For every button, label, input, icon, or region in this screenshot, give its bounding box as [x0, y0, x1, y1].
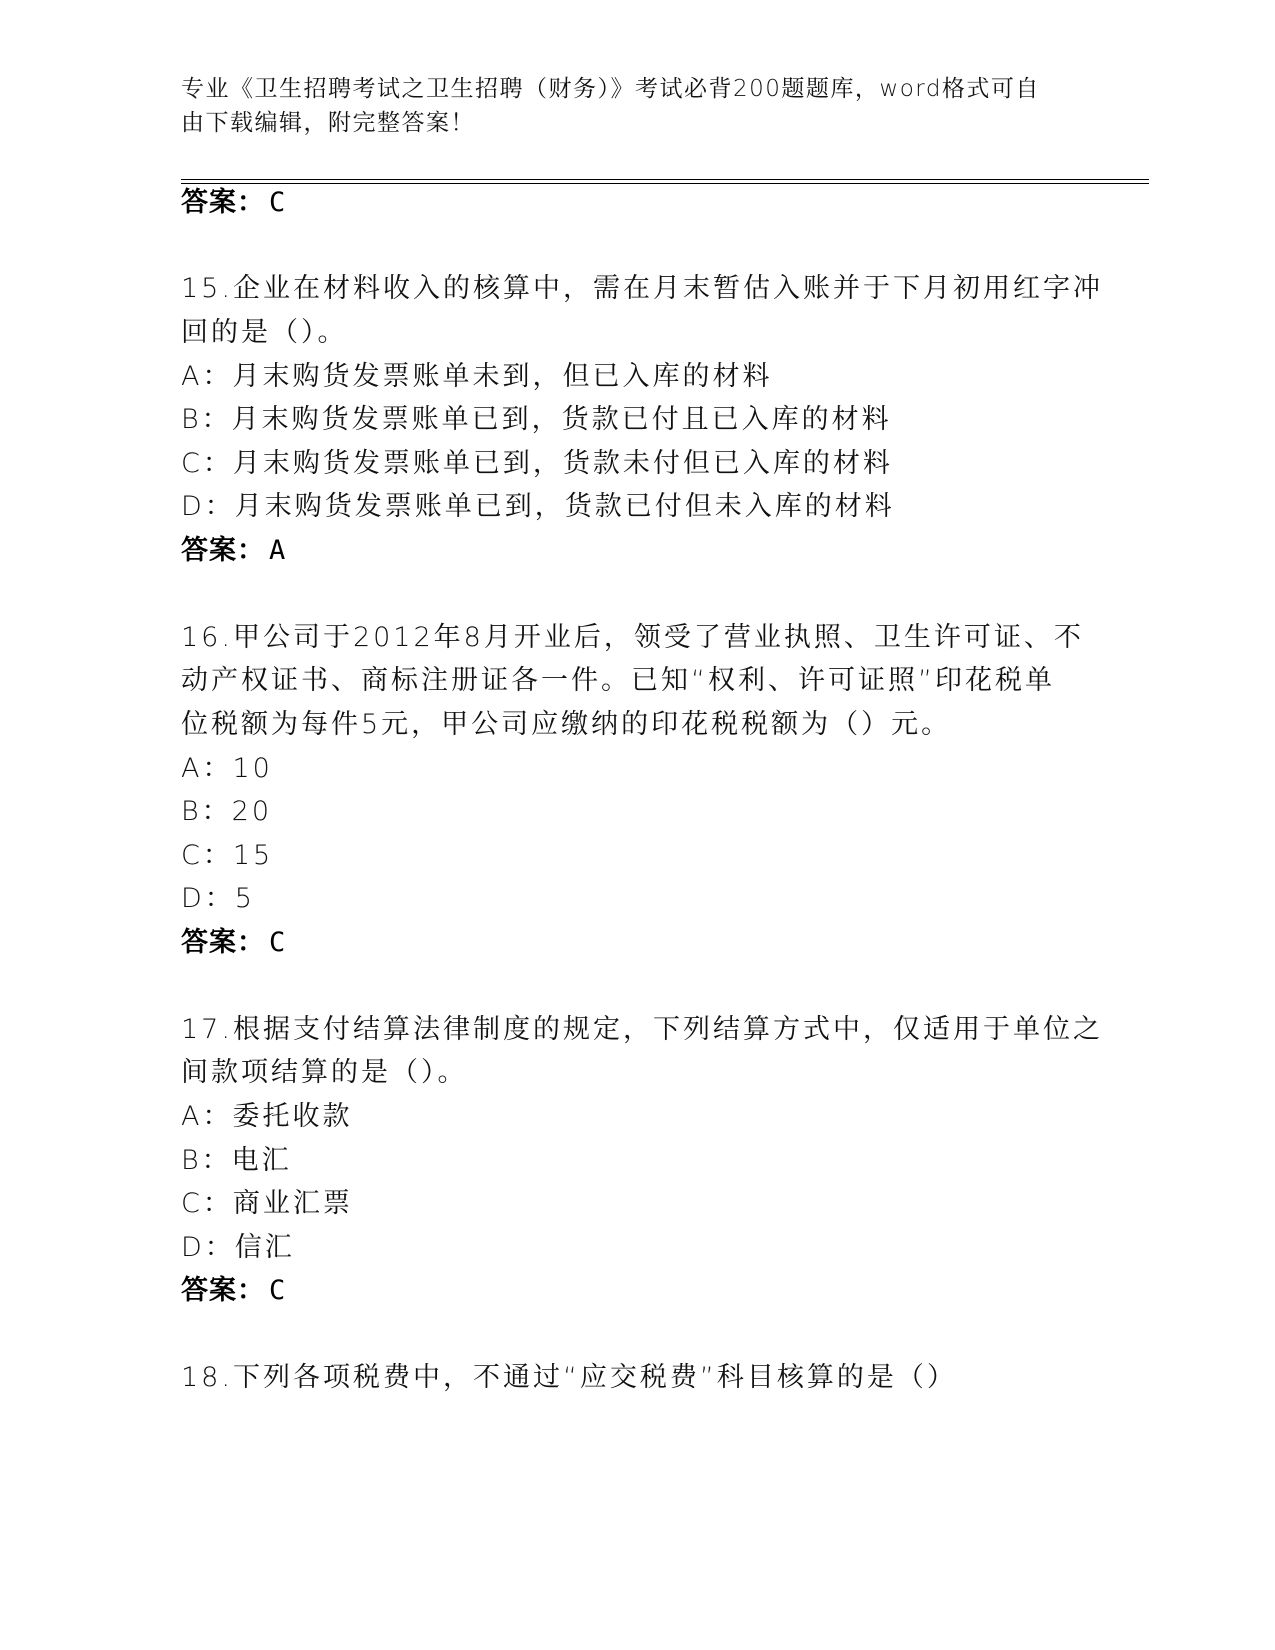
- question-15-stem-line-2: 回的是（）。: [181, 317, 348, 348]
- answer-line-14: [181, 186, 286, 220]
- question-16-stem-line-1: 16.甲公司于2012年8月开业后，领受了营业执照、卫生许可证、不: [181, 622, 1084, 653]
- question-15-option-d: D：月末购货发票账单已到，货款已付但未入库的材料: [181, 491, 895, 522]
- answer-value: C: [269, 187, 287, 218]
- question-15-stem-line-1: 15.企业在材料收入的核算中，需在月末暂估入账并于下月初用红字冲: [181, 273, 1103, 304]
- question-17-option-c: C：商业汇票: [181, 1188, 353, 1219]
- question-16-stem-line-3: 位税额为每件5元，甲公司应缴纳的印花税税额为（）元。: [181, 709, 952, 740]
- question-15-option-a: A：月末购货发票账单未到，但已入库的材料: [181, 361, 773, 392]
- header-line-1: 专业《卫生招聘考试之卫生招聘（财务）》考试必背200题题库，word格式可自: [181, 76, 1040, 102]
- answer-label: 答案：: [181, 535, 265, 566]
- answer-value: C: [269, 927, 287, 958]
- answer-line-17: [181, 1274, 286, 1308]
- document-header: [181, 72, 1061, 140]
- answer-line-16: [181, 926, 286, 960]
- answer-line-15: [181, 534, 286, 568]
- header-rule-top: [181, 179, 1149, 180]
- header-rule-bottom: [181, 183, 1149, 184]
- answer-value: A: [269, 535, 287, 566]
- question-16-stem-line-2: 动产权证书、商标注册证各一件。已知“权利、许可证照”印花税单: [181, 665, 1055, 696]
- answer-label: 答案：: [181, 927, 265, 958]
- answer-value: C: [269, 1275, 287, 1306]
- question-16-option-d: D：5: [181, 883, 255, 914]
- question-17-stem-line-1: 17.根据支付结算法律制度的规定，下列结算方式中，仅适用于单位之: [181, 1014, 1103, 1045]
- question-16-option-c: C：15: [181, 840, 274, 871]
- question-15-option-c: C：月末购货发票账单已到，货款未付但已入库的材料: [181, 448, 893, 479]
- question-17-option-d: D：信汇: [181, 1232, 295, 1263]
- header-line-2: 由下载编辑，附完整答案！: [181, 110, 475, 136]
- question-17-option-a: A：委托收款: [181, 1101, 353, 1132]
- question-17-stem-line-2: 间款项结算的是（）。: [181, 1057, 468, 1088]
- answer-label: 答案：: [181, 1275, 265, 1306]
- question-16-option-a: A：10: [181, 753, 273, 784]
- answer-label: 答案：: [181, 187, 265, 218]
- question-18-stem-line-1: 18.下列各项税费中，不通过“应交税费”科目核算的是（）: [181, 1362, 957, 1393]
- question-17-option-b: B：电汇: [181, 1145, 292, 1176]
- question-16-option-b: B：20: [181, 796, 273, 827]
- question-15-option-b: B：月末购货发票账单已到，货款已付且已入库的材料: [181, 404, 892, 435]
